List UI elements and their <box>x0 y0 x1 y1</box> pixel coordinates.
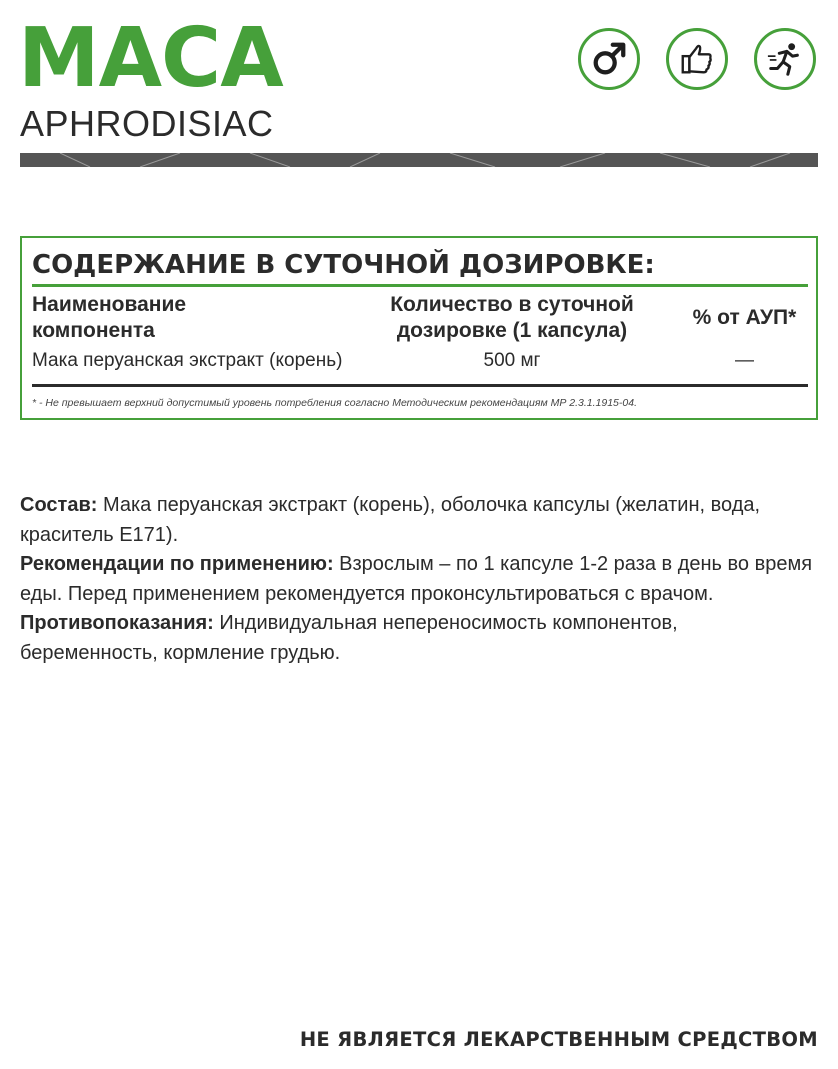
divider-band <box>20 153 818 167</box>
column-header-name: Наименование компонента <box>32 293 187 342</box>
table-title: СОДЕРЖАНИЕ В СУТОЧНОЙ ДОЗИРОВКЕ: <box>32 250 655 280</box>
contraindications-text: Индивидуальная непереносимость компонентов, беременность, кормление грудью. <box>20 612 678 664</box>
table-footnote: * - Не превышает верхний допустимый уровень потребления согласно Методическим рекомендациям МР 2.3.1.1915-04. <box>32 397 637 409</box>
daily-dose-table <box>20 236 818 420</box>
runner-icon <box>754 28 816 90</box>
brand-subtitle: APHRODISIAC <box>20 103 274 144</box>
usage-paragraph <box>20 550 820 609</box>
usage-text: Взрослым – по 1 капсуле 1-2 раза в день во время еды. Перед применением рекомендуется проконсультироваться с врачом. <box>20 553 813 605</box>
composition-label: Состав: <box>20 494 98 516</box>
brand-title: MACA <box>18 11 283 106</box>
table-cell-name: Мака перуанская экстракт (корень) <box>32 350 343 371</box>
column-header-rdi: % от АУП* <box>692 306 797 329</box>
product-description <box>20 491 820 668</box>
table-bottom-divider <box>32 384 808 387</box>
table-cell-rdi: — <box>735 350 754 371</box>
usage-label: Рекомендации по применению: <box>20 553 334 575</box>
composition-paragraph <box>20 491 820 550</box>
title-divider <box>32 284 808 287</box>
column-header-quantity: Количество в суточной дозировке (1 капсула) <box>390 293 634 342</box>
contraindications-label: Противопоказания: <box>20 612 214 634</box>
disclaimer: НЕ ЯВЛЯЕТСЯ ЛЕКАРСТВЕННЫМ СРЕДСТВОМ <box>299 1028 818 1051</box>
thumbs-up-icon <box>666 28 728 90</box>
composition-text: Мака перуанская экстракт (корень), оболочка капсулы (желатин, вода, краситель Е171). <box>20 494 761 546</box>
contraindications-paragraph <box>20 609 820 668</box>
male-symbol-icon <box>578 28 640 90</box>
table-cell-quantity: 500 мг <box>483 350 541 371</box>
